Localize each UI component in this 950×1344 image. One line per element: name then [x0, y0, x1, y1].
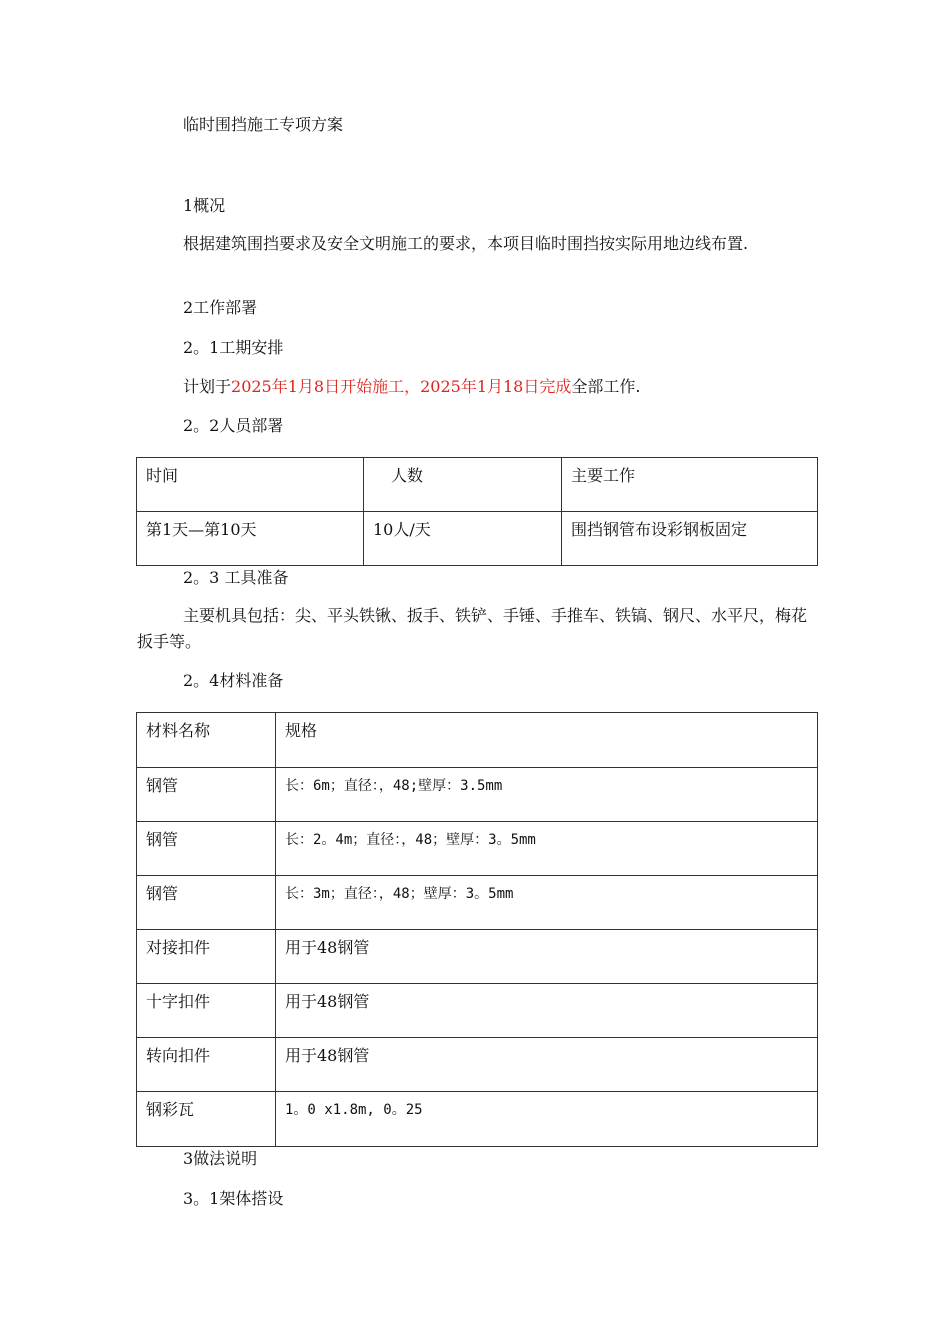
table-cell: 用于48钢管 [276, 984, 818, 1038]
table-header-cell: 规格 [276, 713, 818, 768]
section-2-1-heading: 2。1工期安排 [183, 338, 284, 357]
section-3-heading: 3做法说明 [183, 1149, 258, 1168]
section-1-text: 根据建筑围挡要求及安全文明施工的要求，本项目临时围挡按实际用地边线布置. [183, 234, 749, 253]
table-header-cell: 人数 [364, 458, 562, 512]
table-cell: 钢彩瓦 [137, 1092, 276, 1147]
table-row [137, 768, 818, 822]
table-cell: 长：6m；直径：，48;壁厚：3.5mm [276, 768, 818, 822]
table-cell: 1。0 x1.8m, 0。25 [276, 1092, 818, 1147]
table-header-row [137, 458, 818, 512]
section-2-4-heading: 2。4材料准备 [183, 671, 284, 690]
table-cell: 长：3m；直径：，48；壁厚：3。5mm [276, 876, 818, 930]
table-cell: 转向扣件 [137, 1038, 276, 1092]
schedule-dates: 2025年1月8日开始施工，2025年1月18日完成 [231, 377, 572, 396]
section-2-3-text: 主要机具包括：尖、平头铁锹、扳手、铁铲、手锤、手推车、铁镐、钢尺、水平尺，梅花扳手等。 [137, 606, 808, 651]
table-cell: 对接扣件 [137, 930, 276, 984]
table-cell: 长：2。4m；直径：，48；壁厚：3。5mm [276, 822, 818, 876]
table-cell: 十字扣件 [137, 984, 276, 1038]
schedule-suffix: 全部工作. [571, 377, 641, 396]
section-2-2-heading: 2。2人员部署 [183, 416, 284, 435]
table-header-cell: 材料名称 [137, 713, 276, 768]
staff-table [136, 457, 818, 566]
section-3-1-heading: 3。1架体搭设 [183, 1189, 284, 1208]
table-header-row [137, 713, 818, 768]
section-2-1-text [137, 374, 817, 400]
table-row [137, 984, 818, 1038]
document-title: 临时围挡施工专项方案 [183, 115, 344, 134]
table-row [137, 512, 818, 566]
table-row [137, 822, 818, 876]
schedule-prefix: 计划于 [183, 377, 232, 396]
section-1-heading: 1概况 [183, 196, 226, 215]
table-row [137, 930, 818, 984]
section-2-heading: 2工作部署 [183, 298, 258, 317]
table-row [137, 1038, 818, 1092]
table-header-cell: 主要工作 [562, 458, 818, 512]
table-cell: 用于48钢管 [276, 1038, 818, 1092]
table-row [137, 876, 818, 930]
table-cell: 10人/天 [364, 512, 562, 566]
table-row [137, 1092, 818, 1147]
table-cell: 围挡钢管布设彩钢板固定 [562, 512, 818, 566]
table-cell: 第1天—第10天 [137, 512, 364, 566]
section-2-3-heading: 2。3 工具准备 [183, 568, 289, 587]
table-cell: 用于48钢管 [276, 930, 818, 984]
table-header-cell: 时间 [137, 458, 364, 512]
table-cell: 钢管 [137, 768, 276, 822]
table-cell: 钢管 [137, 876, 276, 930]
material-table [136, 712, 818, 1147]
table-cell: 钢管 [137, 822, 276, 876]
